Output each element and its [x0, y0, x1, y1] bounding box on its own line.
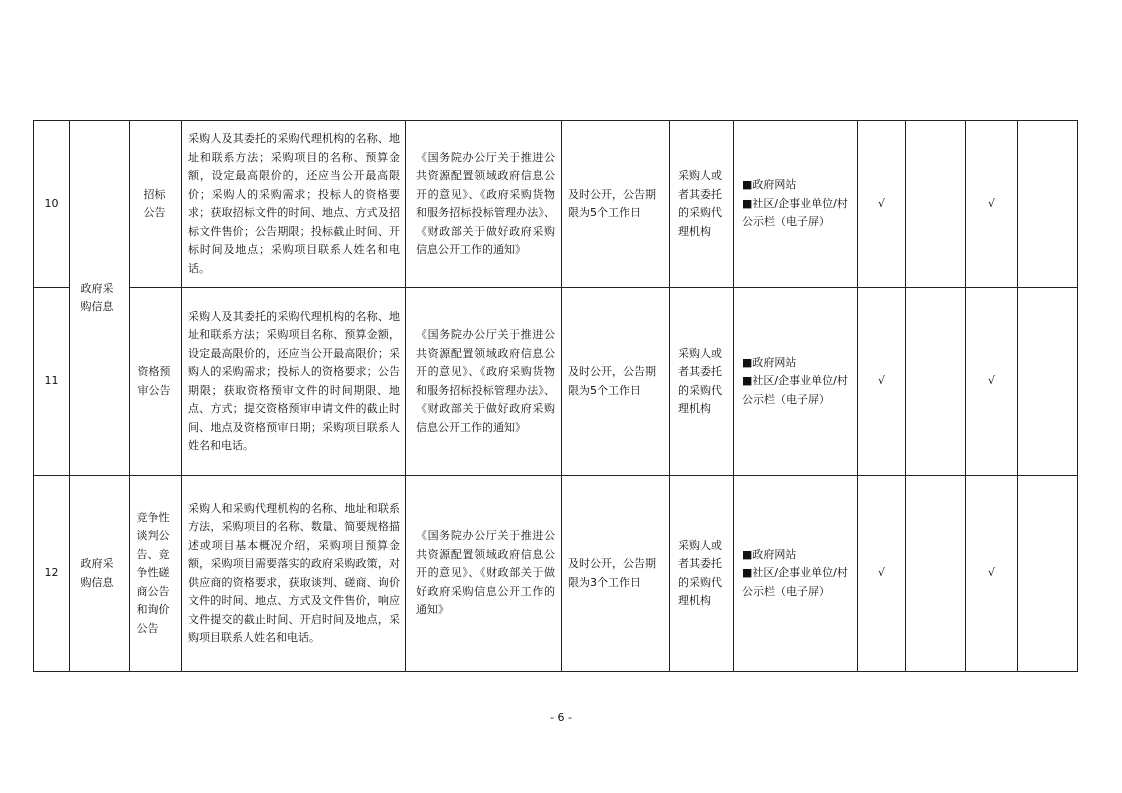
check-cell-b: [906, 288, 966, 476]
channel-noticeboard: ■社区/企事业单位/村公示栏（电子屏）: [742, 566, 848, 598]
subject-cell: 采购人或者其委托的采购代理机构: [670, 476, 734, 672]
check-cell-d: [1018, 121, 1078, 288]
item-cell: [130, 476, 182, 672]
page-number: - 6 -: [550, 711, 572, 724]
channel-website: ■政府网站: [742, 547, 797, 561]
check-cell-c: √: [966, 476, 1018, 672]
item-cell: [130, 121, 182, 288]
check-cell-a: √: [858, 121, 906, 288]
check-cell-a: √: [858, 288, 906, 476]
table-row: [34, 288, 1078, 476]
table-row: [34, 476, 1078, 672]
disclosure-table: [33, 120, 1078, 672]
time-limit-cell: 及时公开，公告期限为5个工作日: [562, 288, 670, 476]
content-cell: 采购人及其委托的采购代理机构的名称、地址和联系方法；采购项目的名称、预算金额，设定最高限价的，还应当公开最高限价；采购人的采购需求；投标人的资格要求；获取招标文件的时间、地点、方式及招标文件售价；公告期限；投标截止时间、开标时间及地点；采购项目联系人姓名和电话。: [182, 121, 406, 288]
check-cell-b: [906, 121, 966, 288]
item-cell: [130, 288, 182, 476]
item-label: 招标公告: [143, 187, 166, 219]
table-row: [34, 121, 1078, 288]
channel-cell: [734, 121, 858, 288]
channel-noticeboard: ■社区/企事业单位/村公示栏（电子屏）: [742, 374, 848, 406]
channel-cell: [734, 476, 858, 672]
time-limit-cell: 及时公开，公告期限为3个工作日: [562, 476, 670, 672]
row-number: 10: [34, 121, 70, 288]
check-cell-d: [1018, 476, 1078, 672]
time-limit-cell: 及时公开，公告期限为5个工作日: [562, 121, 670, 288]
subject-cell: 采购人或者其委托的采购代理机构: [670, 121, 734, 288]
category-cell: [70, 121, 130, 476]
check-cell-b: [906, 476, 966, 672]
row-number: 12: [34, 476, 70, 672]
channel-website: ■政府网站: [742, 178, 797, 192]
category-cell: [70, 476, 130, 672]
channel-website: ■政府网站: [742, 355, 797, 369]
row-number: 11: [34, 288, 70, 476]
channel-noticeboard: ■社区/企事业单位/村公示栏（电子屏）: [742, 196, 848, 229]
subject-cell: 采购人或者其委托的采购代理机构: [670, 288, 734, 476]
check-cell-d: [1018, 288, 1078, 476]
check-cell-a: √: [858, 476, 906, 672]
check-cell-c: √: [966, 288, 1018, 476]
category-label: 政府采购信息: [80, 557, 114, 589]
channel-cell: [734, 288, 858, 476]
basis-cell: 《国务院办公厅关于推进公共资源配置领域政府信息公开的意见》、《财政部关于做好政府采购信息公开工作的通知》: [406, 476, 562, 672]
basis-cell: 《国务院办公厅关于推进公共资源配置领域政府信息公开的意见》、《政府采购货物和服务招标投标管理办法》、《财政部关于做好政府采购信息公开工作的通知》: [406, 121, 562, 288]
content-cell: 采购人和采购代理机构的名称、地址和联系方法，采购项目的名称、数量、简要规格描述或项目基本概况介绍，采购项目预算金额，采购项目需要落实的政府采购政策，对供应商的资格要求，获取谈判、磋商、询价文件的时间、地点、方式及文件售价，响应文件提交的截止时间、开启时间及地点，采购项目联系人姓名和电话。: [182, 476, 406, 672]
category-label: 政府采购信息: [80, 281, 114, 313]
item-label: 资格预审公告: [137, 365, 171, 397]
basis-cell: 《国务院办公厅关于推进公共资源配置领域政府信息公开的意见》、《政府采购货物和服务招标投标管理办法》、《财政部关于做好政府采购信息公开工作的通知》: [406, 288, 562, 476]
content-cell: 采购人及其委托的采购代理机构的名称、地址和联系方法；采购项目名称、预算金额，设定最高限价的，还应当公开最高限价；采购人的采购需求；投标人的资格要求；公告期限；获取资格预审文件的时间期限、地点、方式；提交资格预审申请文件的截止时间、地点及资格预审日期；采购项目联系人姓名和电话。: [182, 288, 406, 476]
check-cell-c: √: [966, 121, 1018, 288]
item-label: 竞争性谈判公告、竞争性磋商公告和询价公告: [136, 510, 170, 635]
